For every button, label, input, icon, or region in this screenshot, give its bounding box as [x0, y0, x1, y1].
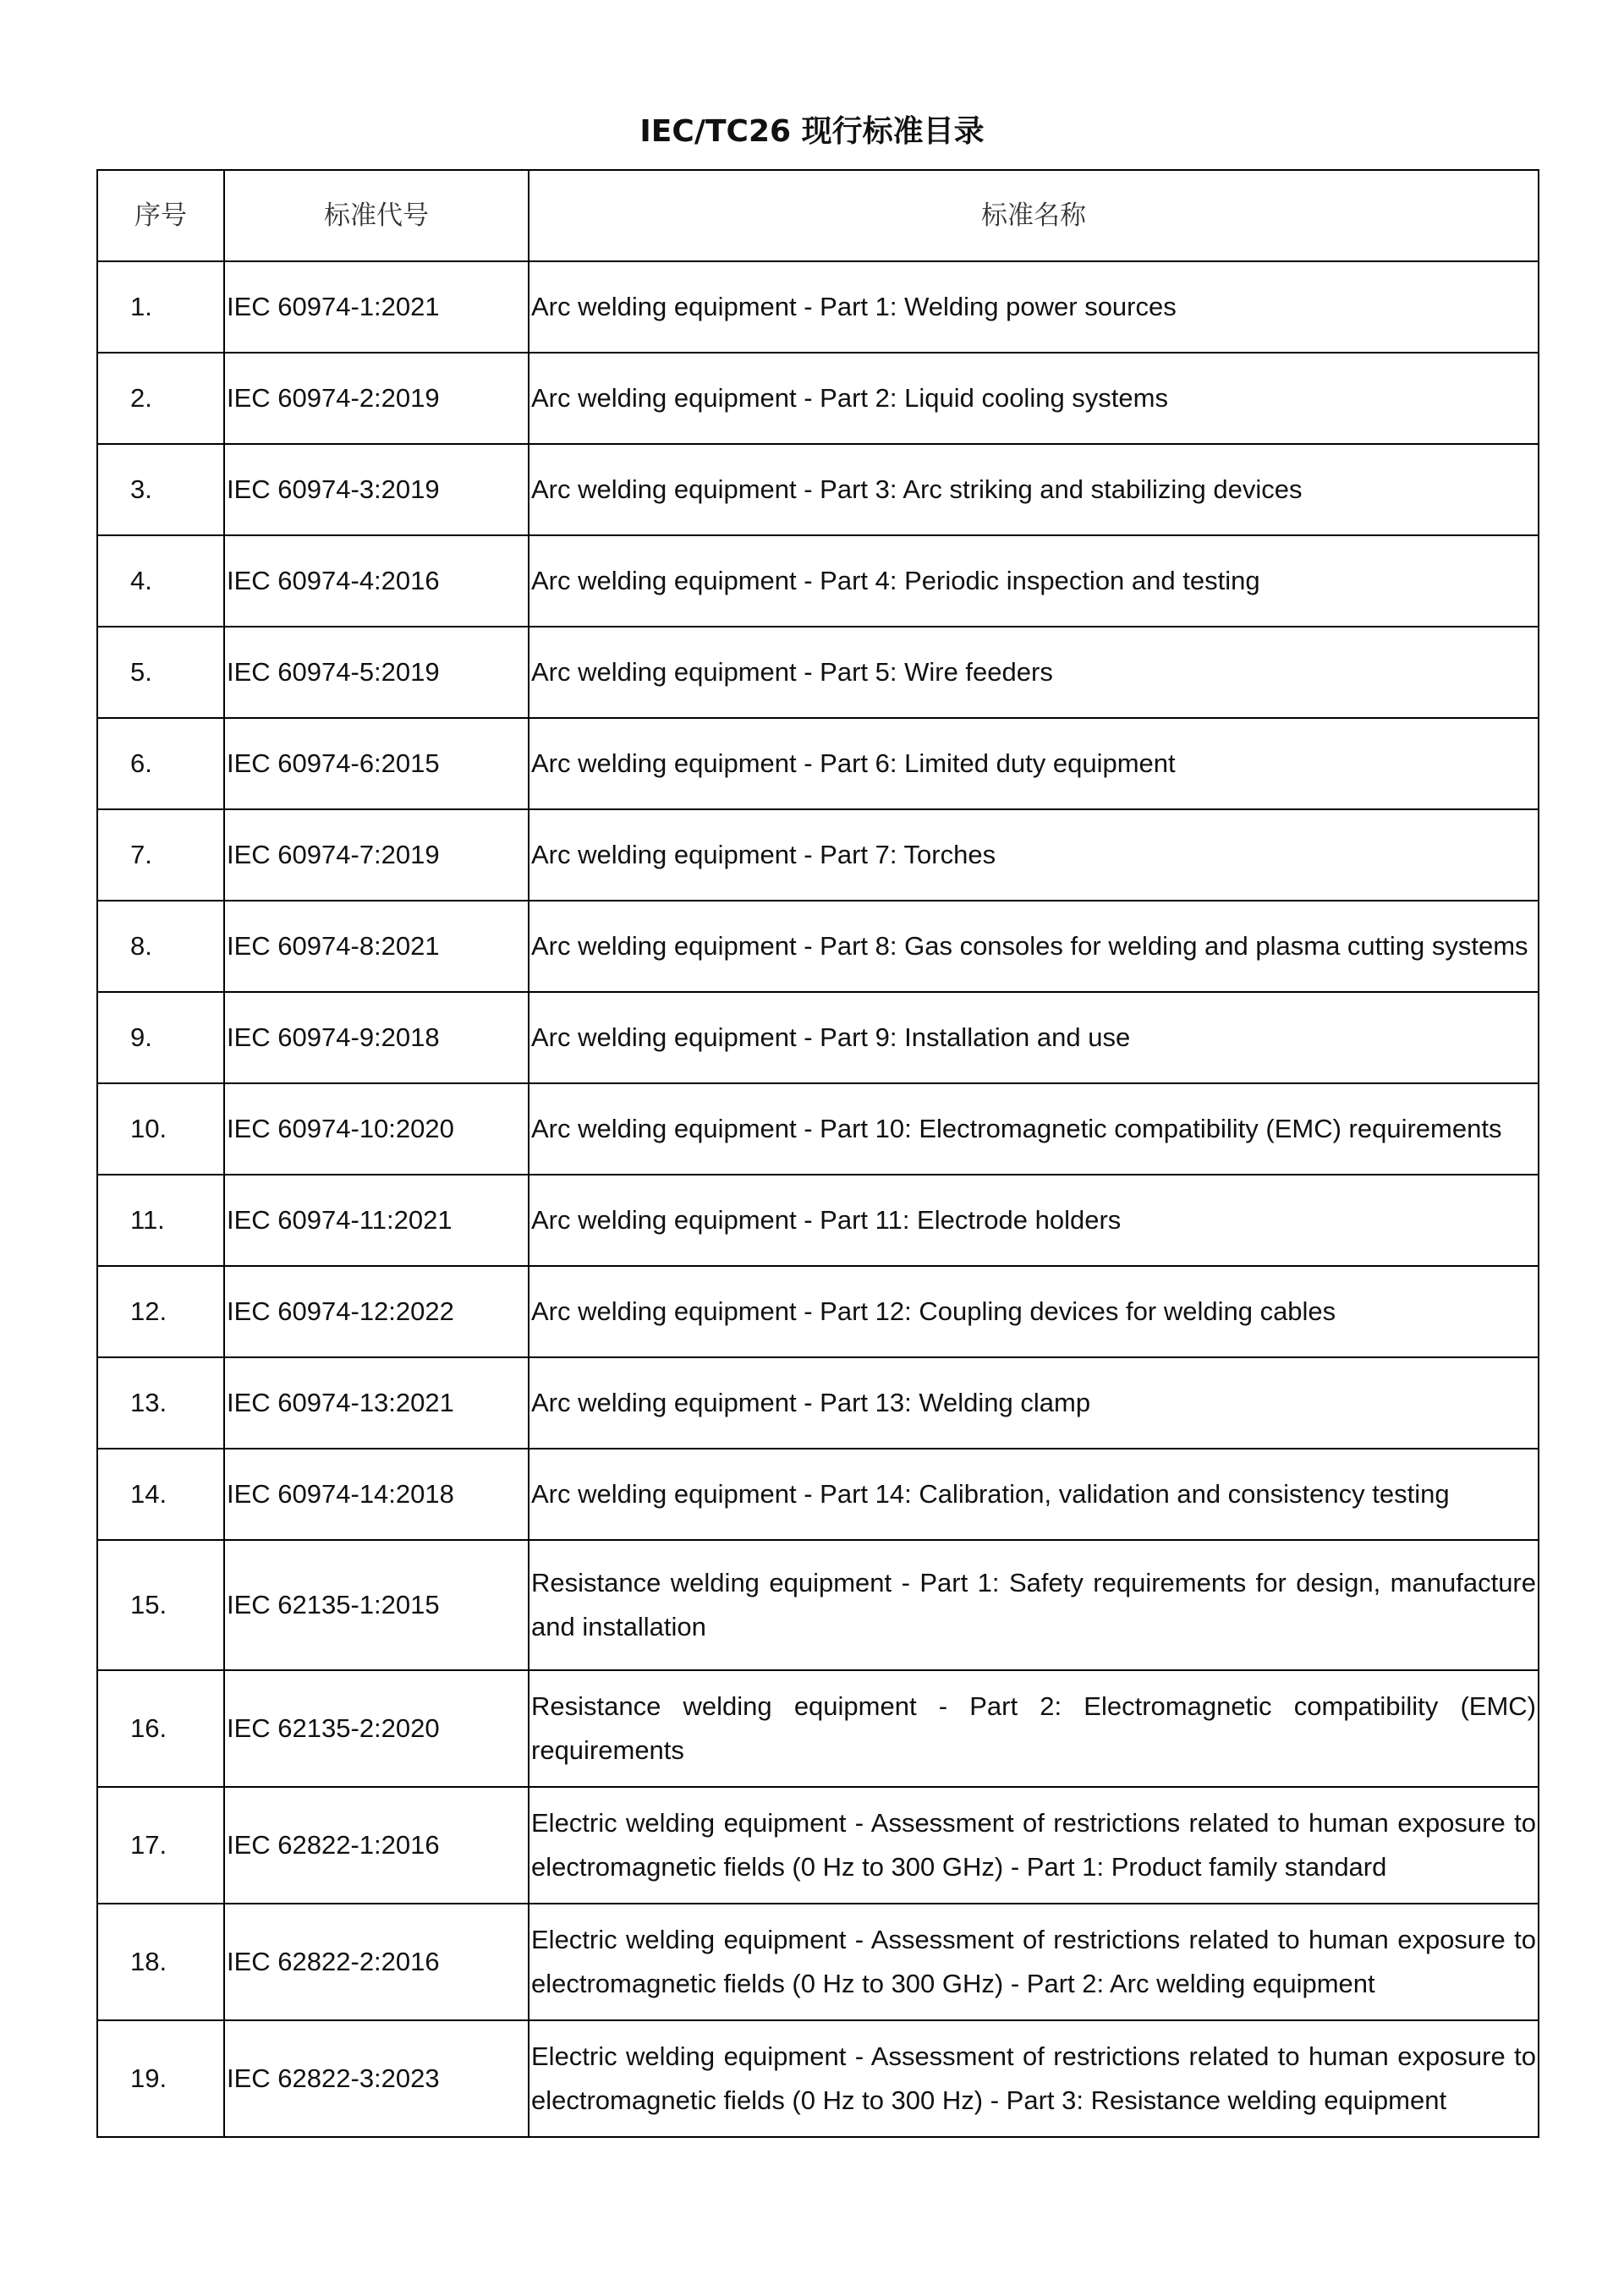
standard-name: Arc welding equipment - Part 12: Coupling devices for welding cables	[529, 1266, 1539, 1357]
row-index: 16.	[97, 1670, 224, 1787]
standard-code: IEC 60974-6:2015	[224, 718, 529, 809]
table-row	[97, 901, 1539, 992]
table-header-row	[97, 170, 1539, 261]
table-row	[97, 1540, 1539, 1670]
row-index: 14.	[97, 1449, 224, 1540]
table-row	[97, 1787, 1539, 1904]
table-row	[97, 1083, 1539, 1175]
standard-name: Arc welding equipment - Part 1: Welding power sources	[529, 261, 1539, 353]
standard-code: IEC 60974-10:2020	[224, 1083, 529, 1175]
table-row	[97, 627, 1539, 718]
standard-code: IEC 62822-2:2016	[224, 1904, 529, 2020]
table-row	[97, 992, 1539, 1083]
table-row	[97, 1904, 1539, 2020]
row-index: 10.	[97, 1083, 224, 1175]
standard-code: IEC 62822-3:2023	[224, 2020, 529, 2137]
standard-code: IEC 60974-13:2021	[224, 1357, 529, 1449]
table-row	[97, 1357, 1539, 1449]
row-index: 11.	[97, 1175, 224, 1266]
row-index: 5.	[97, 627, 224, 718]
row-index: 2.	[97, 353, 224, 444]
table-row	[97, 261, 1539, 353]
standard-name: Resistance welding equipment - Part 1: Safety requirements for design, manufacture and installation	[529, 1540, 1539, 1670]
standard-name: Electric welding equipment - Assessment of restrictions related to human exposure to electromagnetic fields (0 Hz to 300 GHz) - Part 2: Arc welding equipment	[529, 1904, 1539, 2020]
standard-code: IEC 62135-1:2015	[224, 1540, 529, 1670]
row-index: 15.	[97, 1540, 224, 1670]
standard-name: Arc welding equipment - Part 5: Wire feeders	[529, 627, 1539, 718]
column-header-code: 标准代号	[224, 170, 529, 261]
table-row	[97, 718, 1539, 809]
table-row	[97, 809, 1539, 901]
standard-name: Electric welding equipment - Assessment of restrictions related to human exposure to electromagnetic fields (0 Hz to 300 Hz) - Part 3: Resistance welding equipment	[529, 2020, 1539, 2137]
table-row	[97, 535, 1539, 627]
standard-code: IEC 60974-2:2019	[224, 353, 529, 444]
standard-name: Arc welding equipment - Part 4: Periodic inspection and testing	[529, 535, 1539, 627]
standard-code: IEC 60974-8:2021	[224, 901, 529, 992]
standard-name: Arc welding equipment - Part 6: Limited duty equipment	[529, 718, 1539, 809]
standard-code: IEC 60974-11:2021	[224, 1175, 529, 1266]
standard-name: Arc welding equipment - Part 9: Installation and use	[529, 992, 1539, 1083]
row-index: 13.	[97, 1357, 224, 1449]
page-title: IEC/TC26 现行标准目录	[639, 114, 985, 149]
table-row	[97, 1175, 1539, 1266]
row-index: 3.	[97, 444, 224, 535]
standard-name: Resistance welding equipment - Part 2: Electromagnetic compatibility (EMC) requirements	[529, 1670, 1539, 1787]
row-index: 19.	[97, 2020, 224, 2137]
row-index: 18.	[97, 1904, 224, 2020]
table-row	[97, 1266, 1539, 1357]
row-index: 9.	[97, 992, 224, 1083]
table-row	[97, 444, 1539, 535]
table-row	[97, 1670, 1539, 1787]
standards-table	[96, 169, 1539, 2138]
table-row	[97, 2020, 1539, 2137]
standard-code: IEC 60974-12:2022	[224, 1266, 529, 1357]
standard-name: Arc welding equipment - Part 7: Torches	[529, 809, 1539, 901]
standard-name: Arc welding equipment - Part 14: Calibration, validation and consistency testing	[529, 1449, 1539, 1540]
standard-name: Arc welding equipment - Part 11: Electrode holders	[529, 1175, 1539, 1266]
standard-code: IEC 60974-14:2018	[224, 1449, 529, 1540]
row-index: 4.	[97, 535, 224, 627]
standard-code: IEC 60974-3:2019	[224, 444, 529, 535]
standard-name: Electric welding equipment - Assessment of restrictions related to human exposure to electromagnetic fields (0 Hz to 300 GHz) - Part 1: Product family standard	[529, 1787, 1539, 1904]
column-header-index: 序号	[97, 170, 224, 261]
standard-code: IEC 60974-9:2018	[224, 992, 529, 1083]
standard-name: Arc welding equipment - Part 2: Liquid cooling systems	[529, 353, 1539, 444]
table-row	[97, 353, 1539, 444]
standard-code: IEC 62822-1:2016	[224, 1787, 529, 1904]
standard-name: Arc welding equipment - Part 8: Gas consoles for welding and plasma cutting systems	[529, 901, 1539, 992]
column-header-name: 标准名称	[529, 170, 1539, 261]
standard-name: Arc welding equipment - Part 10: Electromagnetic compatibility (EMC) requirements	[529, 1083, 1539, 1175]
standard-code: IEC 60974-7:2019	[224, 809, 529, 901]
row-index: 17.	[97, 1787, 224, 1904]
table-row	[97, 1449, 1539, 1540]
standard-name: Arc welding equipment - Part 13: Welding clamp	[529, 1357, 1539, 1449]
standard-code: IEC 60974-1:2021	[224, 261, 529, 353]
standard-code: IEC 62135-2:2020	[224, 1670, 529, 1787]
row-index: 1.	[97, 261, 224, 353]
standard-code: IEC 60974-5:2019	[224, 627, 529, 718]
row-index: 6.	[97, 718, 224, 809]
row-index: 12.	[97, 1266, 224, 1357]
row-index: 7.	[97, 809, 224, 901]
standard-code: IEC 60974-4:2016	[224, 535, 529, 627]
row-index: 8.	[97, 901, 224, 992]
standard-name: Arc welding equipment - Part 3: Arc striking and stabilizing devices	[529, 444, 1539, 535]
